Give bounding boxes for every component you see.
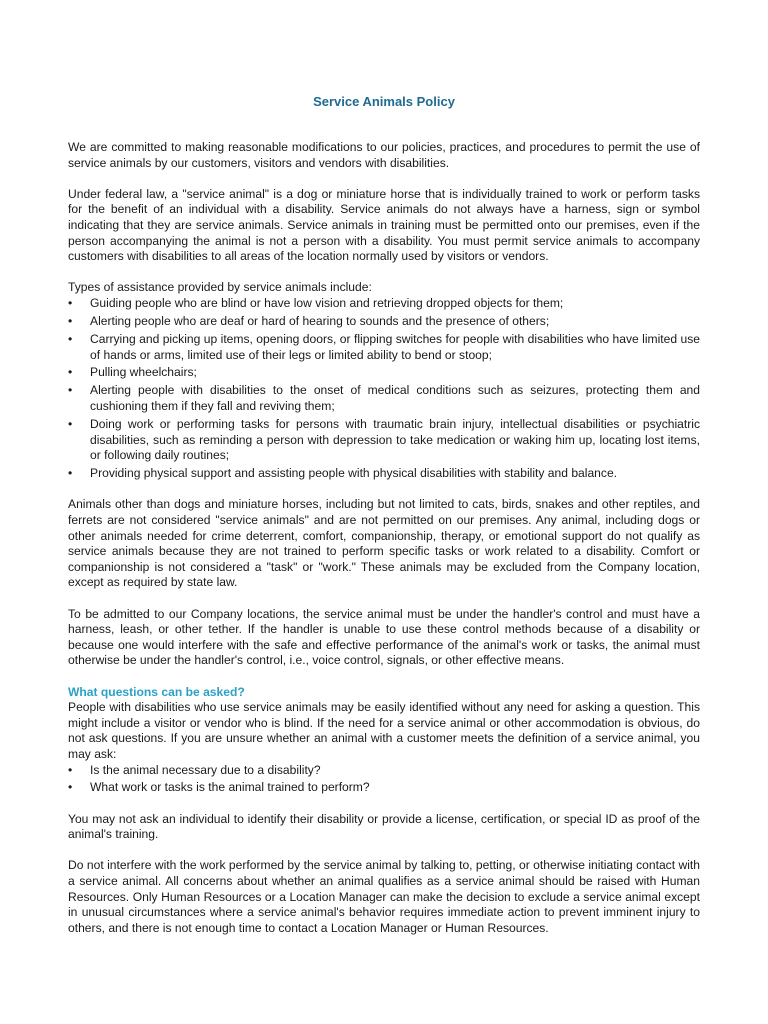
questions-heading: What questions can be asked? [68, 684, 245, 699]
assistance-intro: Types of assistance provided by service animals include: [68, 280, 372, 295]
control-paragraph: To be admitted to our Company locations, the service animal must be under the handler's control and must have a harness, leash, or other tether. If the handler is unable to use these control methods because of a disability or because one would interfere with the safe and effective performance of the animal's work or tasks, the animal must otherwise be under the handler's control, i.e., voice control, signals, or other effective means. [68, 606, 700, 668]
assistance-list [68, 296, 700, 482]
list-item: • Guiding people who are blind or have low vision and retrieving dropped objects for them; [68, 296, 700, 312]
list-item: • Providing physical support and assisting people with physical disabilities with stability and balance. [68, 466, 700, 482]
intro-paragraph: We are committed to making reasonable modifications to our policies, practices, and procedures to permit the use of service animals by our customers, visitors and vendors with disabilities. [68, 140, 700, 170]
list-item: • Alerting people with disabilities to the onset of medical conditions such as seizures, protecting them and cushioning them if they fall and reviving them; [68, 383, 700, 414]
list-item: • What work or tasks is the animal trained to perform? [68, 780, 700, 796]
list-item: • Is the animal necessary due to a disability? [68, 763, 700, 779]
questions-list [68, 763, 700, 797]
other-animals-paragraph: Animals other than dogs and miniature horses, including but not limited to cats, birds, snakes and other reptiles, and ferrets are not considered "service animals" and are not permitted on our premises. Any animal, including dogs or other animals needed for crime deterrent, comfort, companionship, therapy, or emotional support do not qualify as service animals because they are not trained to perform specific tasks or work related to a disability. Comfort or companionship is not considered a "task" or "work." These animals may be excluded from the Company location, except as required by state law. [68, 497, 700, 590]
definition-paragraph: Under federal law, a "service animal" is a dog or miniature horse that is individually trained to work or perform tasks for the benefit of an individual with a disability. Service animals do not always have a harness, sign or symbol indicating that they are service animals. Service animals in training must be permitted onto our premises, even if the person accompanying the animal is not a person with a disability. You must permit service animals to accompany customers with disabilities to all areas of the location normally used by visitors or vendors. [68, 186, 700, 264]
list-item: • Doing work or performing tasks for persons with traumatic brain injury, intellectual disabilities or psychiatric disabilities, such as reminding a person with depression to take medication or waking him up, locating lost items, or following daily routines; [68, 417, 700, 464]
restrictions-paragraph: You may not ask an individual to identify their disability or provide a license, certification, or special ID as proof of the animal's training. [68, 811, 700, 842]
document-body [68, 140, 700, 936]
list-item: • Alerting people who are deaf or hard of hearing to sounds and the presence of others; [68, 314, 700, 330]
questions-paragraph: People with disabilities who use service animals may be easily identified without any need for asking a question. This might include a visitor or vendor who is blind. If the need for a service animal or other accommodation is obvious, do not ask questions. If you are unsure whether an animal with a customer meets the definition of a service animal, you may ask: [68, 700, 700, 761]
list-item: • Pulling wheelchairs; [68, 365, 700, 381]
interference-paragraph: Do not interfere with the work performed by the service animal by talking to, petting, or otherwise initiating contact with a service animal. All concerns about whether an animal qualifies as a service animal should be raised with Human Resources. Only Human Resources or a Location Manager can make the decision to exclude a service animal except in unusual circumstances where a service animal's behavior requires immediate action to prevent imminent injury to others, and there is not enough time to contact a Location Manager or Human Resources. [68, 858, 700, 935]
document-title: Service Animals Policy [313, 94, 455, 109]
list-item: • Carrying and picking up items, opening doors, or flipping switches for people with disabilities who have limited use of hands or arms, limited use of their legs or limited ability to bend or stoop; [68, 332, 700, 363]
